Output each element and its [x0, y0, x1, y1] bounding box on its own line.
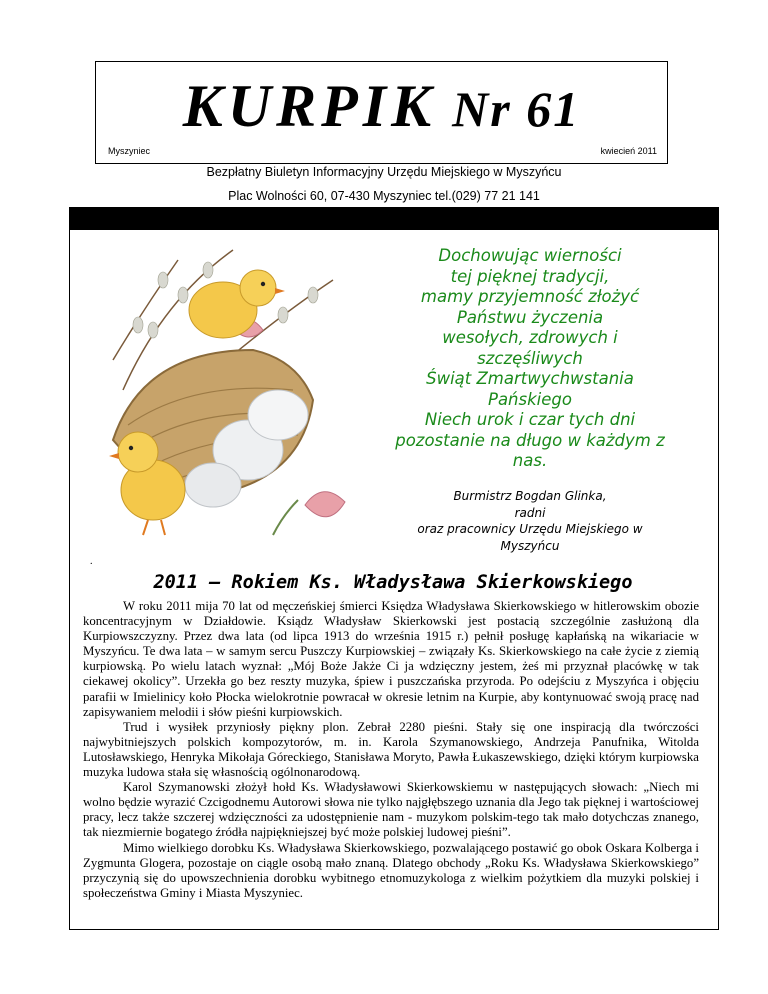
article-paragraph: W roku 2011 mija 70 lat od męczeńskiej śmierci Księdza Władysława Skierkowskiego w hitlerowskim obozie koncentracyjnym w Działdowie. Ksiądz Władysław Skierkowski jest postacią szczególnie zasłużoną dla Kurpiowszczyzny. Przez dwa lata (od lipca 1913 do września 1915 r.) pełnił posługę kapłańską na wikariacie w Myszyńcu. Te dwa lata – w samym sercu Puszczy Kurpiowskiej – związały Ks. Skierkowskiego na całe życie z ziemią kurpiowską. Po wielu latach wyznał: „Mój Boże Jakże Ci ja wdzięczny jestem, żeś mi przyznał placówkę w tak ciekawej okolicy”. Urzekła go bez reszty muzyka, śpiew i puszczańska przyroda. Po odejściu z Myszyńca i objęciu parafii w Imielinicy koło Płocka wielokrotnie powracał w okresie letnim na Kurpie, aby kontynuować swoją pracę nad zapisywaniem melodii i słów pieśni kurpiowskich. — [83, 599, 699, 719]
article-headline: 2011 – Rokiem Ks. Władysława Skierkowskiego — [153, 572, 633, 593]
greeting-line: tej pięknej tradycji, — [450, 266, 610, 286]
greeting-line: nas. — [512, 451, 548, 470]
signature-line: oraz pracownicy Urzędu Miejskiego w — [417, 522, 643, 536]
address-line: Plac Wolności 60, 07-430 Myszyniec tel.(029) 77 21 141 — [228, 189, 540, 203]
greeting-line: mamy przyjemność złożyć — [420, 287, 640, 306]
easter-greeting — [370, 246, 690, 472]
greeting-line: Państwu życzenia — [456, 307, 604, 327]
greeting-line: Niech urok i czar tych dni — [424, 410, 636, 429]
greeting-line: Pańskiego — [488, 389, 572, 409]
greeting-signature — [370, 488, 690, 554]
masthead — [95, 61, 668, 164]
greeting-line: wesołych, zdrowych i — [442, 328, 618, 347]
signature-line: radni — [514, 505, 546, 520]
greeting-line: pozostanie na długo w każdym z — [395, 430, 665, 450]
black-banner — [69, 207, 719, 230]
easter-chicks-basket-illustration — [83, 240, 353, 540]
greeting-line: Świąt Zmartwychwstania — [426, 369, 634, 388]
issue-number: Nr 61 — [452, 81, 581, 137]
title-main: KURPIK — [182, 73, 437, 139]
subtitle-line: Bezpłatny Biuletyn Informacyjny Urzędu Miejskiego w Myszyńcu — [206, 165, 562, 179]
article-paragraph: Karol Szymanowski złożył hołd Ks. Władysławowi Skierkowskiemu w następujących słowach: „Niech mi wolno będzie wyrazić Czcigodnemu Autorowi słowa nie tylko najgłębszego uznania dla Jego tak pięknej i wartościowej pracy, lecz także szczerej wdzięczności za udostępnienie nam - muzykom polskim-tego tak mało dotychczas znanego, tak niezmiernie bogatego źródła najpiękniejszej być może polskiej ludowej pieśni”. — [83, 780, 699, 840]
date-label: kwiecień 2011 — [600, 146, 657, 156]
article-paragraph: Trud i wysiłek przyniosły piękny plon. Zebrał 2280 pieśni. Stały się one inspiracją dla twórczości najwybitniejszych polskich kompozytorów, m. in. Karola Szymanowskiego, Andrzeja Panufnika, Witolda Lutosławskiego, Henryka Mikołaja Góreckiego, Stanisława Moryto, Pawła Łukaszewskiego, dzięki którym kurpiowska muzyka ludowa stała się własnością ogólnonarodową. — [83, 719, 699, 780]
greeting-line: Dochowując wierności — [438, 246, 622, 265]
article-body — [83, 599, 699, 901]
signature-line: Myszyńcu — [500, 538, 560, 553]
newsletter-title — [96, 72, 667, 141]
signature-line: Burmistrz Bogdan Glinka, — [453, 489, 607, 503]
stray-mark: . — [90, 556, 93, 567]
article-paragraph: Mimo wielkiego dorobku Ks. Władysława Skierkowskiego, pozwalającego postawić go obok Oskara Kolberga i Zygmunta Glogera, pozostaje on ciągle osobą mało znaną. Dlatego obchody „Roku Ks. Władysława Skierkowskiego” przyczynią się do upowszechnienia dorobku wybitnego etnomuzykologa z wielkim pożytkiem dla muzyki polskiej i społeczeństwa Gminy i Miasta Myszyniec. — [83, 840, 699, 900]
greeting-line: szczęśliwych — [477, 348, 583, 368]
place-label: Myszyniec — [108, 146, 151, 156]
